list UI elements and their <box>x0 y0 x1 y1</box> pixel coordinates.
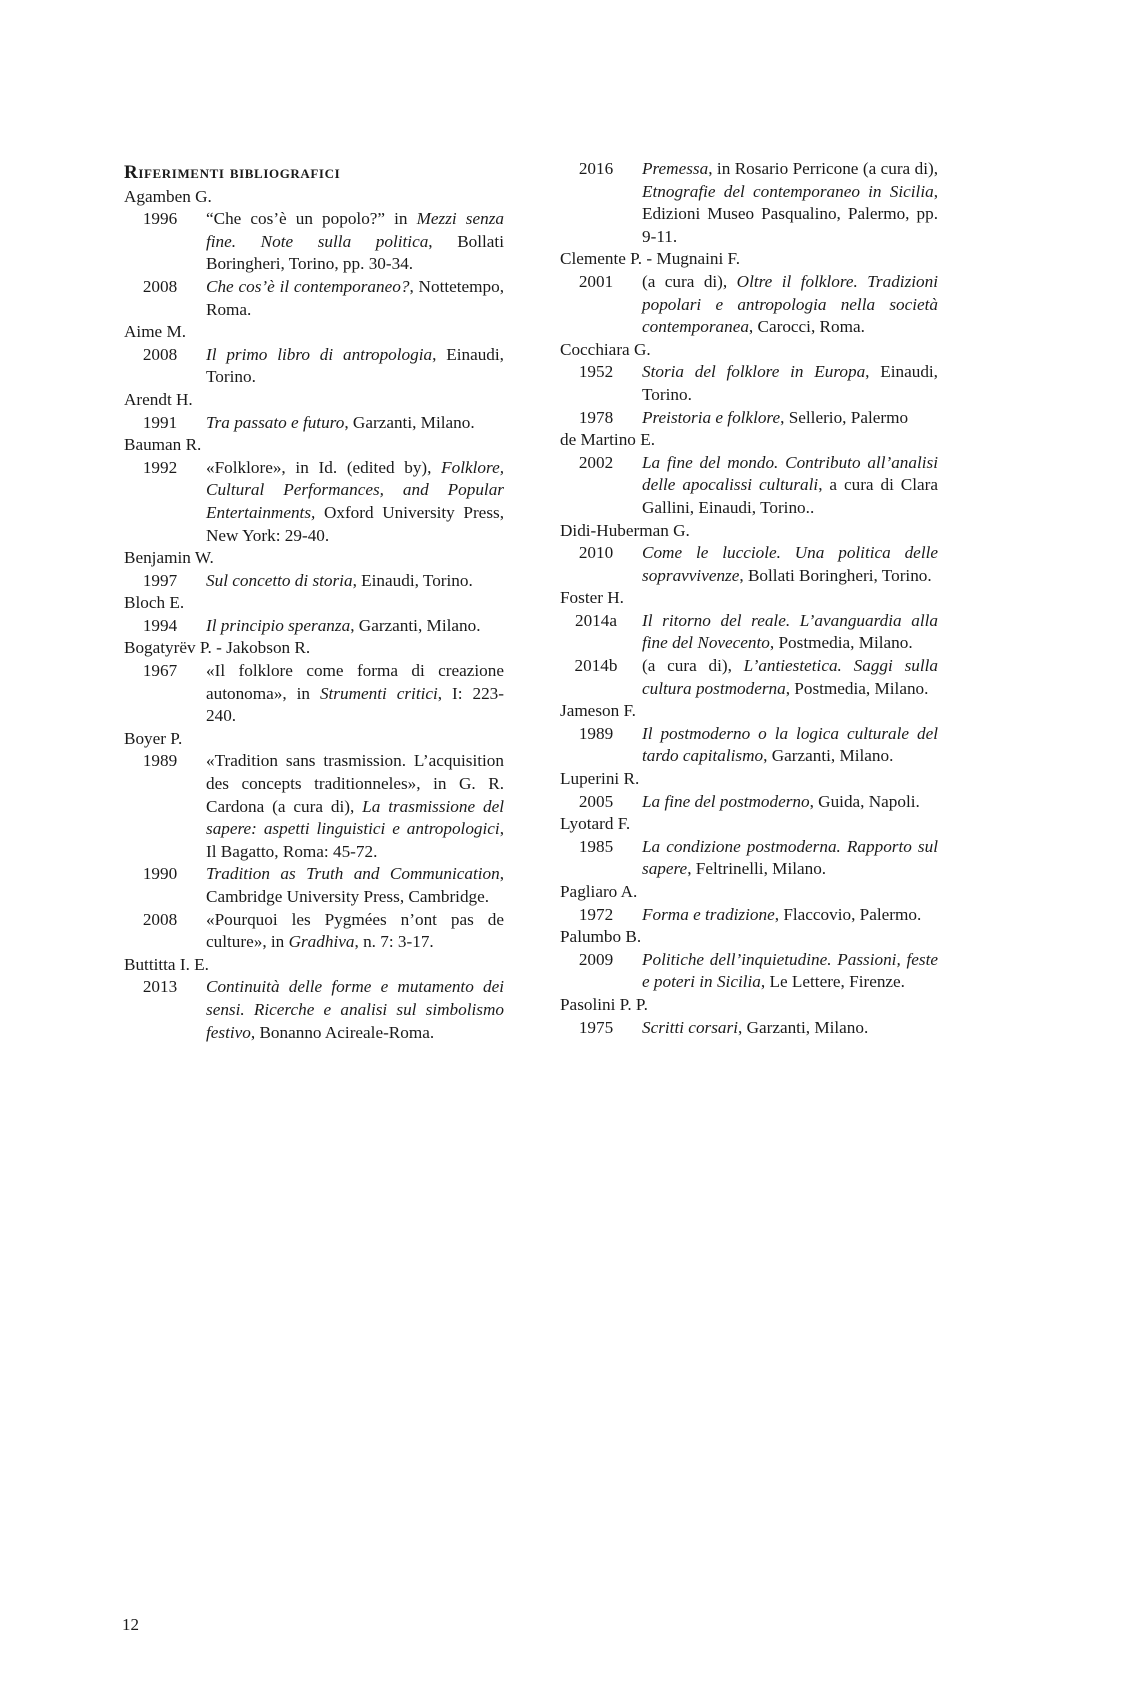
entry-year: 1991 <box>142 412 178 432</box>
entry-citation: “Che cos’è un popolo?” in Mezzi senza fine. Note sulla politica, Bollati Boringheri, Torino, pp. 30-34. <box>206 209 504 274</box>
author-name: Jameson F. <box>560 701 636 721</box>
entry-citation: La condizione postmoderna. Rapporto sul sapere, Feltrinelli, Milano. <box>642 836 938 879</box>
author-name: Foster H. <box>560 588 624 608</box>
entry-citation: Tradition as Truth and Communication, Cambridge University Press, Cambridge. <box>206 864 504 906</box>
bibliography-left-column <box>124 162 504 1044</box>
bibliography-entry <box>560 407 938 430</box>
bibliography-entry <box>124 976 504 1044</box>
bibliography-entry <box>124 570 504 593</box>
entry-year: 2002 <box>578 452 614 472</box>
bibliography-entry <box>560 452 938 520</box>
bibliography-entry <box>560 361 938 406</box>
entry-citation: «Pourquoi les Pygmées n’ont pas de culture», in Gradhiva, n. 7: 3-17. <box>206 909 504 952</box>
entry-year: 2016 <box>578 159 614 178</box>
entry-year: 1992 <box>142 457 178 477</box>
bibliography-entry <box>560 791 938 814</box>
entry-year: 1978 <box>578 407 614 427</box>
entry-year: 1989 <box>142 751 178 771</box>
author-name: Arendt H. <box>124 389 193 409</box>
author-name: Bogatyrëv P. - Jakobson R. <box>124 638 311 658</box>
bibliography-entry <box>560 655 938 700</box>
bibliography-entry <box>124 615 504 638</box>
entry-citation: Il principio speranza, Garzanti, Milano. <box>206 615 481 635</box>
author-name: Clemente P. - Mugnaini F. <box>560 249 741 269</box>
entry-year: 1989 <box>578 723 614 743</box>
entry-year: 2005 <box>578 791 614 811</box>
entry-year: 2008 <box>142 909 178 929</box>
entry-year: 1967 <box>142 661 178 681</box>
entry-year: 2014b <box>574 656 618 676</box>
entry-year: 1990 <box>142 864 178 884</box>
bibliography-entry <box>560 542 938 587</box>
entry-year: 1996 <box>142 209 178 229</box>
entry-citation: Sul concetto di storia, Einaudi, Torino. <box>206 570 473 590</box>
entry-year: 1952 <box>578 362 614 382</box>
bibliography-entry <box>124 276 504 321</box>
author-name: Bloch E. <box>124 593 185 613</box>
bibliography-entry <box>560 836 938 881</box>
author-name: Cocchiara G. <box>560 339 651 359</box>
entry-citation: «Tradition sans trasmission. L’acquisition des concepts traditionneles», in G. R. Cardona (a cura di), La trasmissione del sapere: aspetti linguistici e antropologici, Il Bagatto, Roma: 45-72. <box>206 751 504 861</box>
entry-citation: Tra passato e futuro, Garzanti, Milano. <box>206 412 475 432</box>
author-name: de Martino E. <box>560 430 655 450</box>
author-name: Lyotard F. <box>560 814 631 834</box>
bibliography-entry <box>124 750 504 863</box>
author-name: Pasolini P. P. <box>560 994 648 1014</box>
entry-citation: Storia del folklore in Europa, Einaudi, Torino. <box>642 362 938 404</box>
bibliography-right-column <box>560 158 938 1039</box>
bibliography-entry <box>560 949 938 994</box>
entry-citation: (a cura di), Oltre il folklore. Tradizioni popolari e antropologia nella società contemporanea, Carocci, Roma. <box>642 271 938 337</box>
section-heading: Riferimenti bibliografici <box>124 162 341 183</box>
bibliography-entry <box>124 457 504 547</box>
entry-citation: La fine del mondo. Contributo all’analisi delle apocalissi culturali, a cura di Clara Gallini, Einaudi, Torino.. <box>642 452 939 517</box>
bibliography-entry <box>560 610 938 655</box>
entry-citation: Che cos’è il contemporaneo?, Nottetempo, Roma. <box>206 276 505 319</box>
entry-year: 2010 <box>578 543 614 563</box>
entry-citation: Preistoria e folklore, Sellerio, Palermo <box>642 407 909 427</box>
author-name: Bauman R. <box>124 435 202 455</box>
entry-citation: Forma e tradizione, Flaccovio, Palermo. <box>642 904 922 924</box>
author-name: Palumbo B. <box>560 927 642 947</box>
author-name: Benjamin W. <box>124 548 214 568</box>
bibliography-entry <box>560 1017 938 1040</box>
entry-year: 2001 <box>578 271 614 291</box>
entry-citation: Come le lucciole. Una politica delle sopravvivenze, Bollati Boringheri, Torino. <box>642 543 938 585</box>
entry-year: 2014a <box>574 610 617 630</box>
entry-citation: La fine del postmoderno, Guida, Napoli. <box>642 791 920 811</box>
entry-citation: Scritti corsari, Garzanti, Milano. <box>642 1017 869 1037</box>
entry-year: 1975 <box>578 1017 614 1037</box>
page-number: 12 <box>122 1615 139 1634</box>
entry-year: 2008 <box>142 276 178 296</box>
bibliography-entry <box>560 723 938 768</box>
entry-citation: Il postmoderno o la logica culturale del tardo capitalismo, Garzanti, Milano. <box>642 723 938 766</box>
bibliography-entry <box>124 412 504 435</box>
bibliography-entry <box>124 863 504 908</box>
bibliography-entry <box>560 271 938 339</box>
entry-citation: «Il folklore come forma di creazione autonoma», in Strumenti critici, I: 223-240. <box>206 661 504 726</box>
entry-citation: Politiche dell’inquietudine. Passioni, feste e poteri in Sicilia, Le Lettere, Firenze. <box>642 949 938 992</box>
entry-year: 2013 <box>142 977 178 997</box>
entry-year: 1985 <box>578 836 614 856</box>
author-name: Agamben G. <box>124 186 212 206</box>
bibliography-entry <box>560 904 938 927</box>
bibliography-entry <box>124 208 504 276</box>
entry-year: 2008 <box>142 344 178 364</box>
entry-citation: Il primo libro di antropologia, Einaudi, Torino. <box>206 344 504 387</box>
entry-year: 1997 <box>142 570 178 590</box>
bibliography-entry <box>124 344 504 389</box>
entry-citation: Continuità delle forme e mutamento dei sensi. Ricerche e analisi sul simbolismo festivo, Bonanno Acireale-Roma. <box>206 977 504 1042</box>
entry-citation: «Folklore», in Id. (edited by), Folklore, Cultural Performances, and Popular Entertainments, Oxford University Press, New York: 29-40. <box>206 457 504 545</box>
author-name: Boyer P. <box>124 728 183 748</box>
entry-year: 1972 <box>578 904 614 924</box>
entry-citation: Il ritorno del reale. L’avanguardia alla fine del Novecento, Postmedia, Milano. <box>642 610 938 653</box>
author-name: Aime M. <box>124 322 187 342</box>
bibliography-entry <box>560 158 938 248</box>
author-name: Didi-Huberman G. <box>560 520 690 540</box>
author-name: Buttitta I. E. <box>124 954 209 974</box>
bibliography-entry <box>124 660 504 728</box>
entry-year: 1994 <box>142 615 178 635</box>
author-name: Pagliaro A. <box>560 882 638 901</box>
author-name: Luperini R. <box>560 769 640 789</box>
entry-citation: (a cura di), L’antiestetica. Saggi sulla cultura postmoderna, Postmedia, Milano. <box>642 656 938 698</box>
bibliography-entry <box>124 909 504 954</box>
entry-citation: Premessa, in Rosario Perricone (a cura di), Etnografie del contemporaneo in Sicilia, Edizioni Museo Pasqualino, Palermo, pp. 9-11. <box>642 159 938 246</box>
entry-year: 2009 <box>578 949 614 969</box>
